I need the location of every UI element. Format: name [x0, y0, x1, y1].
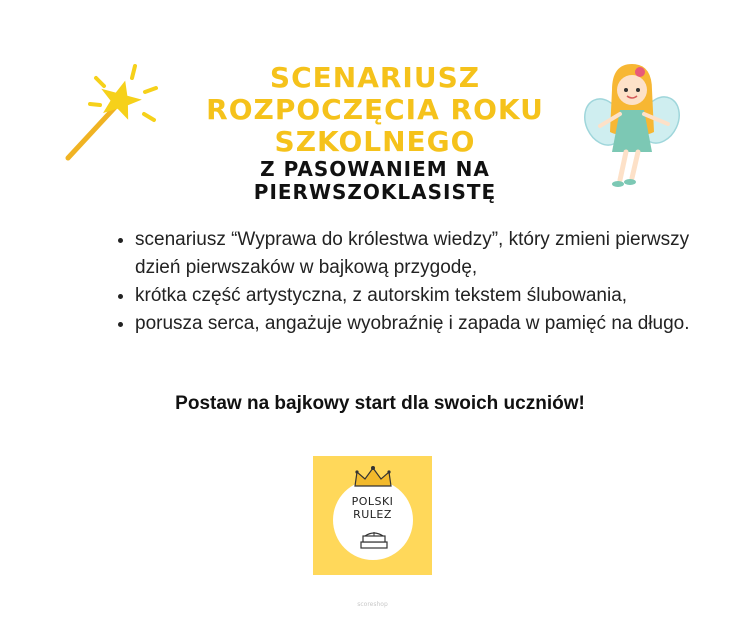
title-line-1: SCENARIUSZ: [269, 61, 481, 94]
subtitle-line-2: PIERWSZOKLASISTĘ: [253, 180, 497, 204]
list-item: • scenariusz “Wyprawa do królestwa wiedzy”, który zmieni pierwszy dzień pierwszaków w bajkową przygodę,: [135, 226, 695, 282]
logo-line-1: POLSKI: [351, 495, 394, 508]
crown-icon: [353, 466, 393, 488]
list-item: • krótka część artystyczna, z autorskim tekstem ślubowania,: [135, 282, 695, 310]
logo-text: [313, 495, 432, 521]
list-item: • porusza serca, angażuje wyobraźnię i zapada w pamięć na długo.: [135, 310, 695, 338]
feature-list: [113, 226, 695, 338]
page-title: [140, 62, 610, 158]
logo-line-2: RULEZ: [353, 508, 392, 521]
books-icon: [357, 528, 391, 552]
subtitle-line-1: Z PASOWANIEM NA: [260, 157, 490, 181]
footer-watermark: scoreshop: [357, 601, 388, 608]
call-to-action-text: Postaw na bajkowy start dla swoich uczniów!: [175, 393, 585, 414]
title-line-3: SZKOLNEGO: [274, 125, 476, 158]
polski-rulez-logo: [313, 456, 432, 575]
page-subtitle: [140, 158, 610, 204]
title-line-2: ROZPOCZĘCIA ROKU: [206, 93, 544, 126]
